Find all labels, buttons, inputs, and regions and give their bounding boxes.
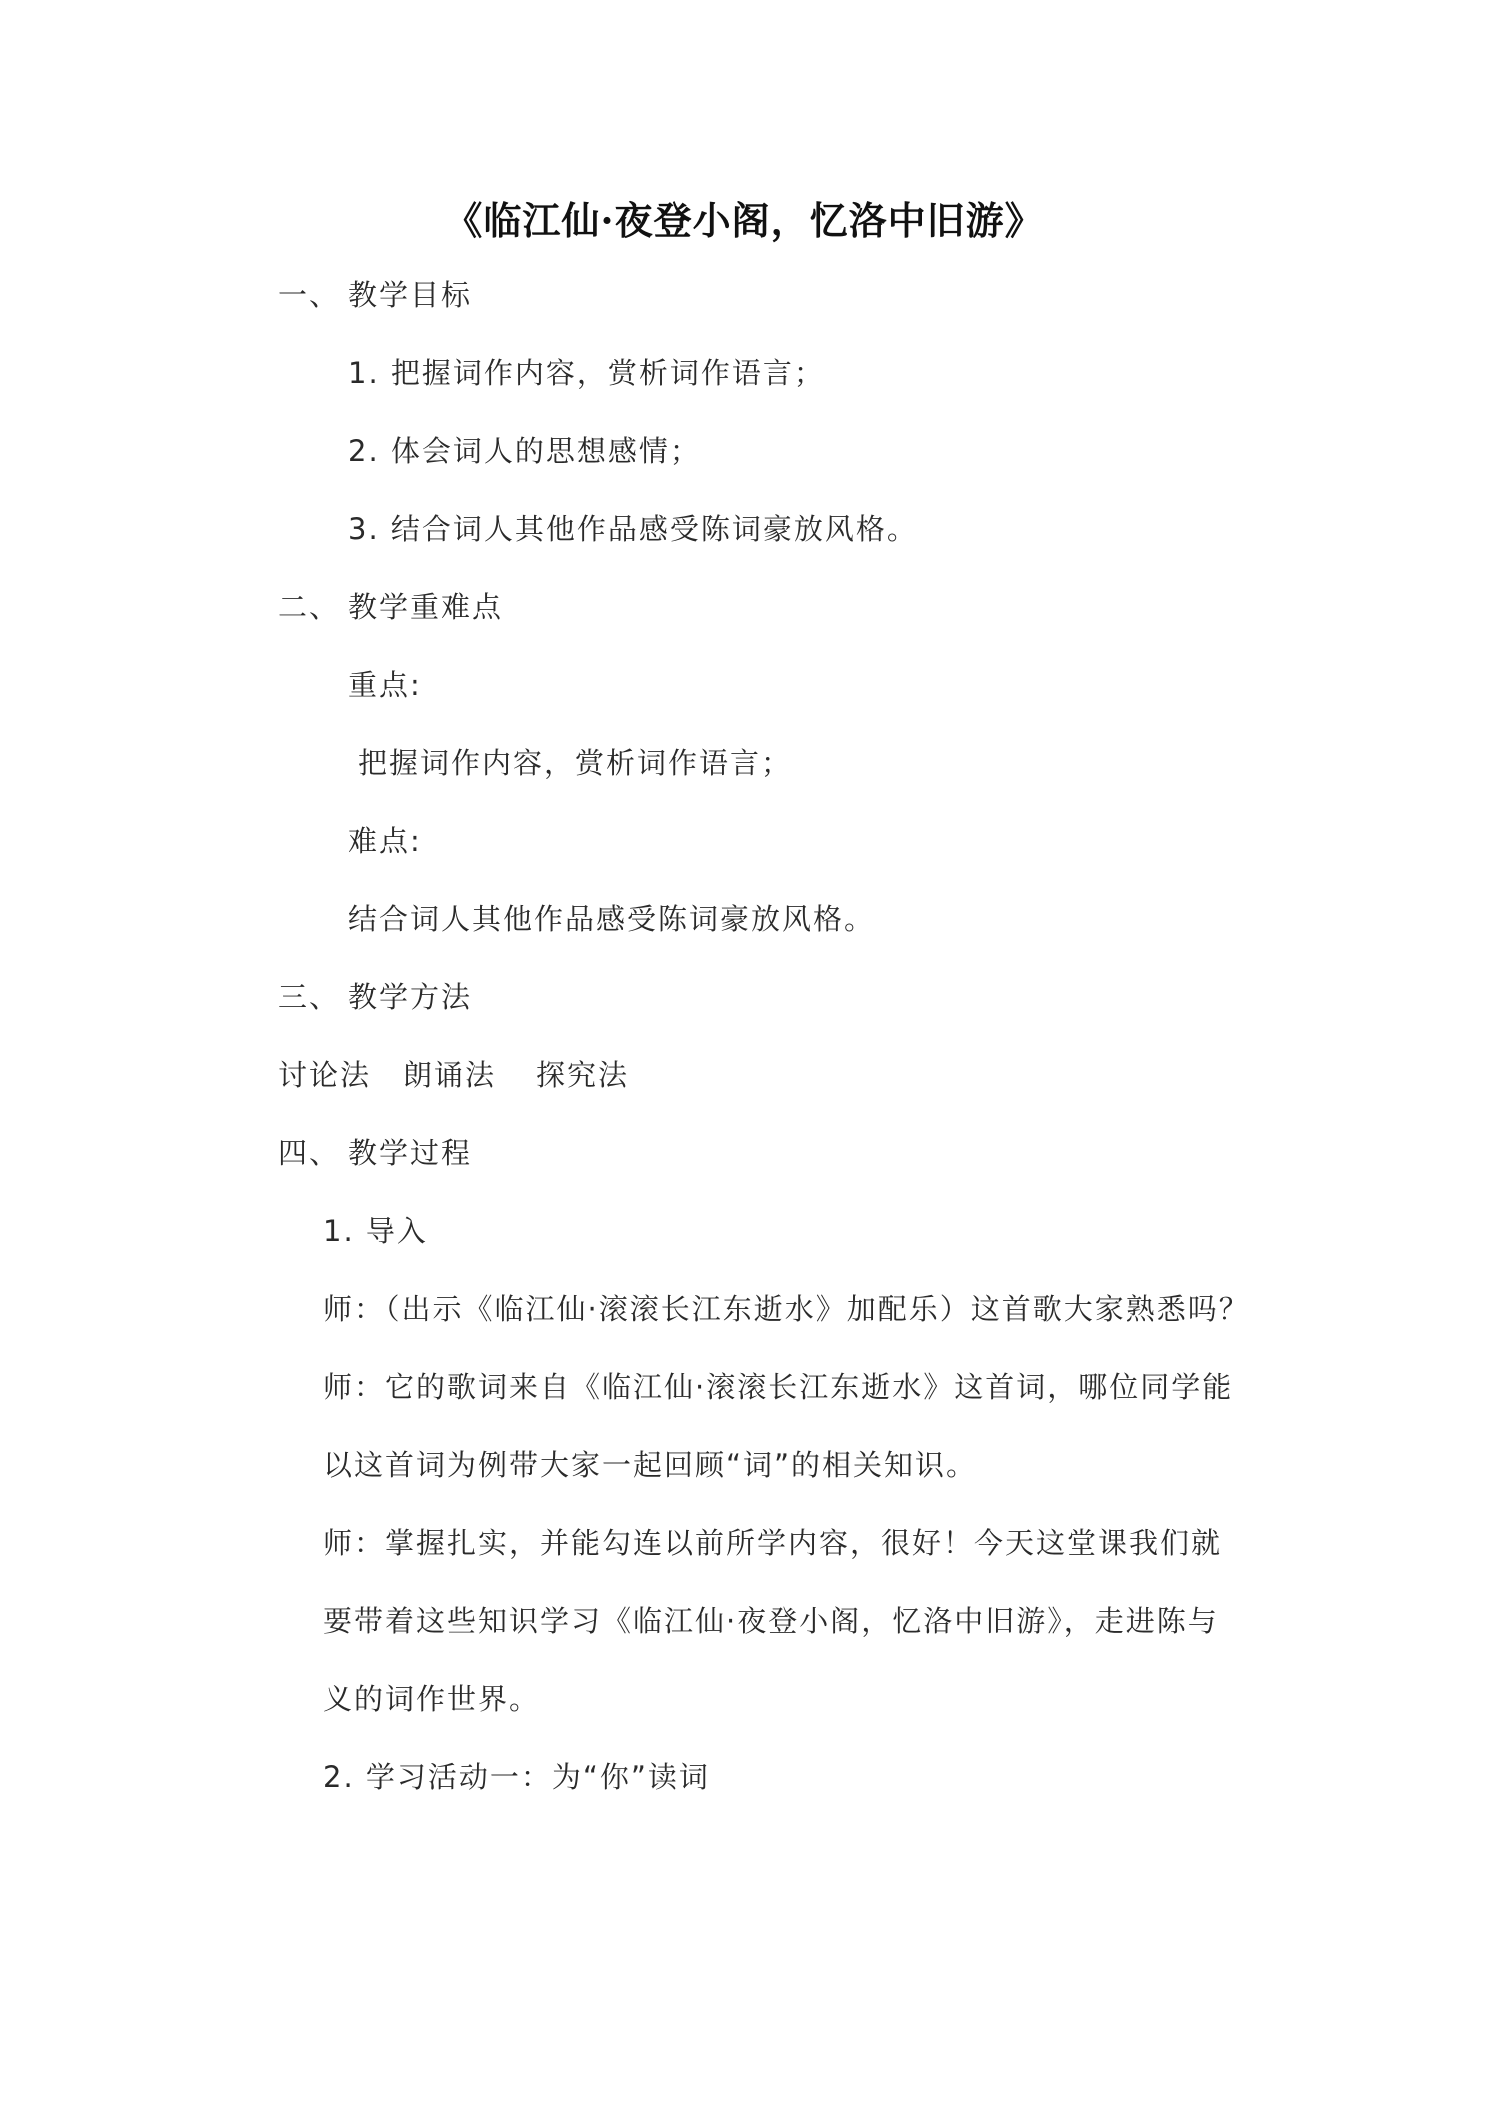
difficult-point-text: 结合词人其他作品感受陈词豪放风格。	[348, 902, 876, 936]
teacher-paragraph-3-line-2: 要带着这些知识学习《临江仙·夜登小阁，忆洛中旧游》，走进陈与	[323, 1604, 1219, 1638]
teacher-paragraph-3-line-3: 义的词作世界。	[323, 1682, 541, 1716]
objective-item-2: 2. 体会词人的思想感情；	[348, 434, 701, 468]
teaching-methods	[278, 1055, 629, 1095]
difficult-point-label: 难点:	[348, 824, 422, 858]
process-step-2: 2. 学习活动一：为“你”读词	[323, 1760, 710, 1794]
key-point-text: 把握词作内容，赏析词作语言；	[358, 746, 793, 780]
section-title: 教学过程	[348, 1136, 473, 1170]
method-inquiry: 探究法	[536, 1058, 630, 1092]
section-number: 四、	[278, 1136, 341, 1170]
section-heading-4	[278, 1133, 472, 1173]
objective-item-1: 1. 把握词作内容，赏析词作语言；	[348, 356, 825, 390]
teacher-paragraph-3-line-1: 师：掌握扎实，并能勾连以前所学内容，很好！今天这堂课我们就	[323, 1526, 1223, 1560]
teacher-paragraph-1: 师：（出示《临江仙·滚滚长江东逝水》加配乐）这首歌大家熟悉吗？	[323, 1292, 1250, 1326]
process-step-1: 1. 导入	[323, 1214, 428, 1248]
teacher-paragraph-2-line-2: 以这首词为例带大家一起回顾“词”的相关知识。	[323, 1448, 978, 1482]
section-title: 教学重难点	[348, 590, 504, 624]
section-title: 教学方法	[348, 980, 473, 1014]
teacher-paragraph-2-line-1: 师：它的歌词来自《临江仙·滚滚长江东逝水》这首词，哪位同学能	[323, 1370, 1234, 1404]
section-number: 二、	[278, 590, 341, 624]
objective-item-3: 3. 结合词人其他作品感受陈词豪放风格。	[348, 512, 918, 546]
section-number: 一、	[278, 278, 341, 312]
document-title: 《临江仙·夜登小阁，忆洛中旧游》	[444, 198, 1044, 243]
section-number: 三、	[278, 980, 341, 1014]
section-heading-2	[278, 587, 503, 627]
method-discussion: 讨论法	[278, 1058, 372, 1092]
method-recitation: 朗诵法	[403, 1058, 497, 1092]
section-heading-3	[278, 977, 472, 1017]
section-heading-1	[278, 275, 472, 315]
section-title: 教学目标	[348, 278, 473, 312]
key-point-label: 重点:	[348, 668, 422, 702]
